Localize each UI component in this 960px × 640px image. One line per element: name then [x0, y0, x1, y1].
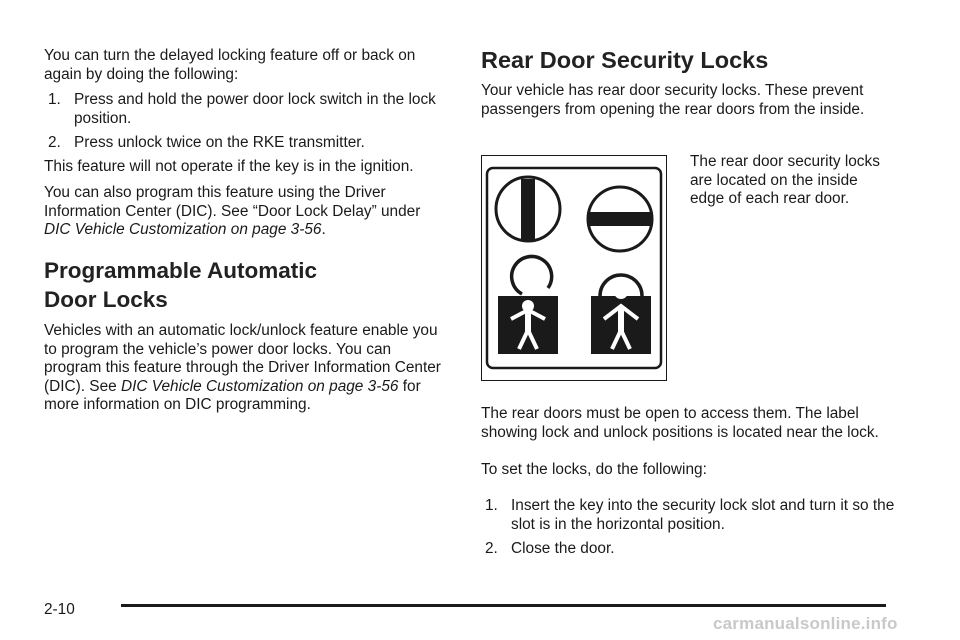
dic-customization-link[interactable]: DIC Vehicle Customization on page 3-56: [44, 221, 322, 238]
access-paragraph: The rear doors must be open to access them. The label showing lock and unlock positions is located near the lock.: [481, 405, 879, 441]
unlock-slot-icon: [496, 177, 560, 241]
step-text: Insert the key into the security lock slot and turn it so the slot is in the horizontal position.: [511, 497, 895, 533]
section-heading-rear-door: Rear Door Security Locks: [481, 47, 769, 73]
watermark: carmanualsonline.info: [713, 614, 898, 633]
lock-label-illustration: [482, 156, 668, 382]
program-paragraph: [44, 184, 444, 240]
step-number: 1.: [485, 497, 498, 514]
step-text: Press unlock twice on the RKE transmitter.: [74, 134, 365, 151]
step-number: 1.: [48, 91, 61, 108]
footer-divider: [121, 604, 886, 607]
step-text: Close the door.: [511, 540, 615, 557]
figure-caption: The rear door security locks are located on the inside edge of each rear door.: [690, 153, 880, 207]
section-heading-programmable: [44, 256, 317, 314]
set-locks-intro: To set the locks, do the following:: [481, 461, 707, 478]
page-number: 2-10: [44, 601, 75, 618]
list-item: [485, 497, 917, 534]
automatic-locks-paragraph: [44, 322, 444, 415]
program-text: You can also program this feature using the Driver Information Center (DIC). See “Door Lock Delay” under: [44, 184, 421, 220]
list-item: [485, 540, 917, 559]
child-locked-icon: [591, 275, 651, 354]
delayed-locking-intro: You can turn the delayed locking feature off or back on again by doing the following:: [44, 47, 416, 83]
list-item: [48, 91, 470, 128]
program-period: .: [321, 221, 326, 238]
dic-customization-link[interactable]: DIC Vehicle Customization on page 3-56: [120, 377, 399, 395]
lock-slot-icon: [588, 187, 652, 251]
heading-line: Programmable Automatic: [44, 258, 317, 283]
child-unlocked-icon: [498, 256, 558, 354]
auto-text: Vehicles with an automatic lock/unlock feature enable you to program the vehicle’s power door locks. You can program this feature through the Driver Information Center (DIC). See: [44, 322, 441, 395]
step-number: 2.: [48, 134, 61, 151]
list-item: [48, 134, 470, 153]
security-lock-label-figure: [481, 155, 667, 381]
heading-line: Door Locks: [44, 287, 168, 312]
auto-text-end: for more information on DIC programming.: [44, 377, 421, 413]
step-number: 2.: [485, 540, 498, 557]
rear-locks-intro: Your vehicle has rear door security locks. These prevent passengers from opening the rear doors from the inside.: [481, 82, 865, 118]
step-text: Press and hold the power door lock switch in the lock position.: [74, 91, 436, 127]
ignition-note: This feature will not operate if the key is in the ignition.: [44, 158, 414, 175]
